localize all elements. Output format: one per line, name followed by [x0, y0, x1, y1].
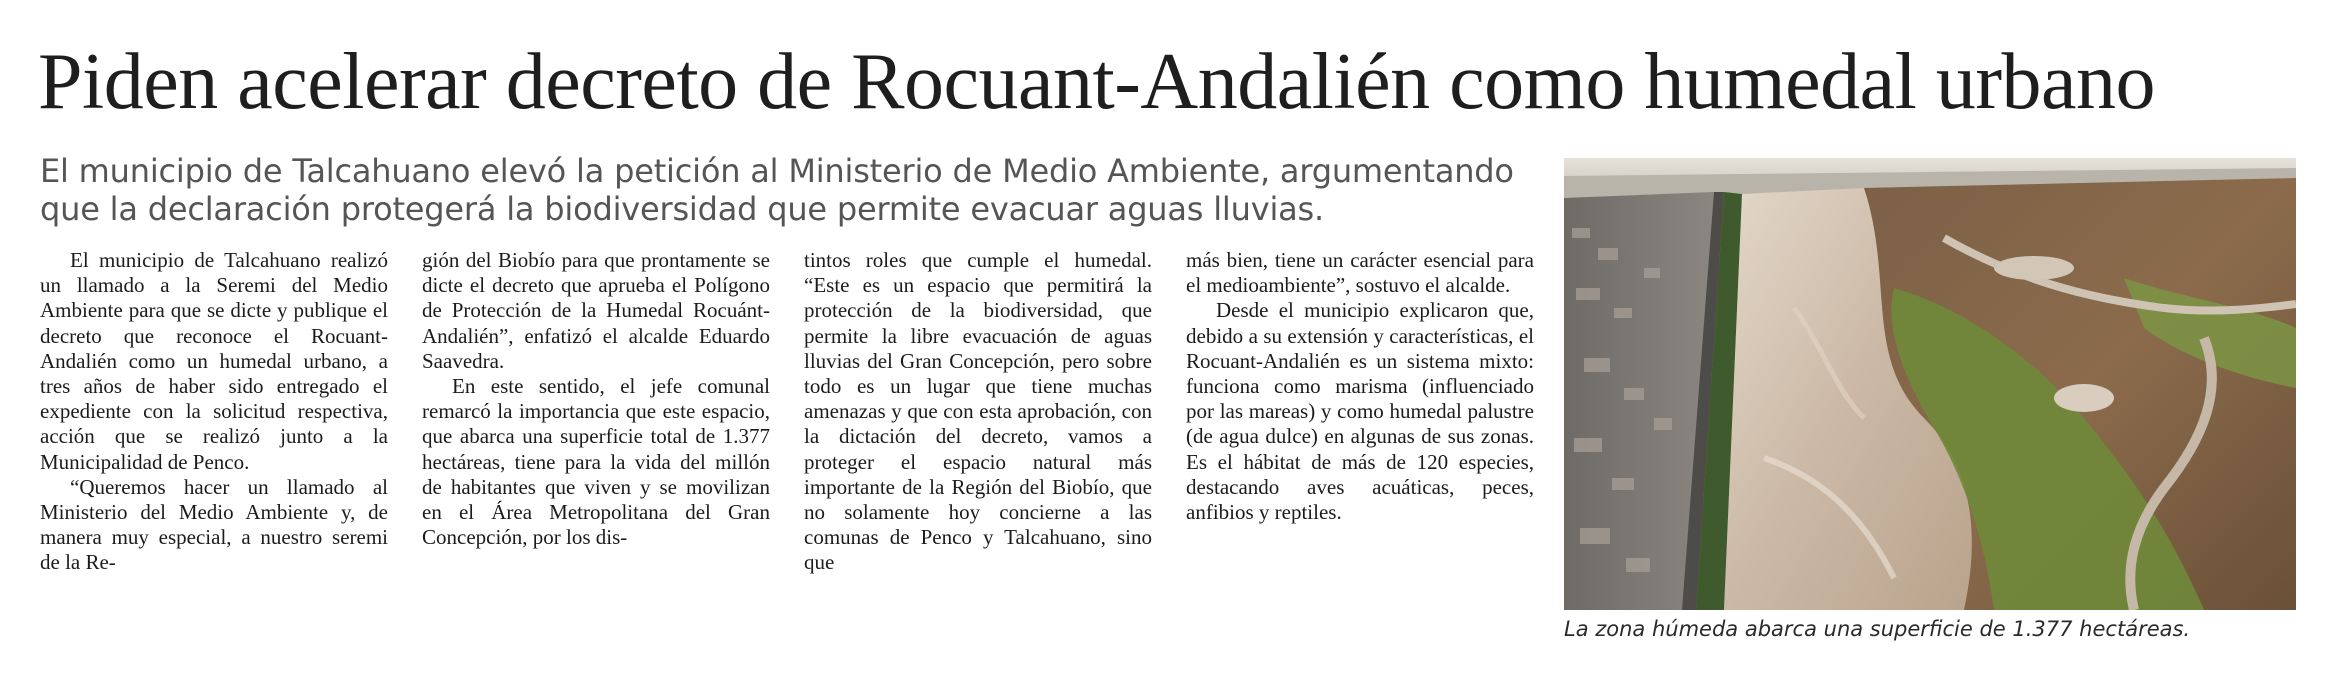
body-column-3	[804, 248, 1152, 576]
photo-caption: La zona húmeda abarca una superficie de 1.377 hectáreas.	[1564, 617, 2191, 641]
paragraph: En este sentido, el jefe comunal remarcó la importancia que este espacio, que abarca una superficie total de 1.377 hectáreas, tiene para la vida del millón de habitantes que viven y se movilizan en el Área Metropolitana del Gran Concepción, por los dis-	[422, 374, 770, 550]
deck-line: El municipio de Talcahuano elevó la petición al Ministerio de Medio Ambiente, argumentando	[40, 152, 1514, 190]
headline: Piden acelerar decreto de Rocuant-Andalién como humedal urbano	[38, 38, 2156, 126]
wetland-aerial-photo	[1564, 158, 2296, 610]
deck-subtitle	[40, 152, 1540, 228]
body-column-1	[40, 248, 388, 576]
paragraph: gión del Biobío para que prontamente se dicte el decreto que aprueba el Polígono de Protección de la Humedal Rocuánt-Andalién”, enfatizó el alcalde Eduardo Saavedra.	[422, 248, 770, 373]
article-body	[40, 248, 1540, 668]
paragraph: El municipio de Talcahuano realizó un llamado a la Seremi del Medio Ambiente para que se dicte y publique el decreto que reconoce el Rocuant-Andalién como un humedal urbano, a tres años de haber sido entregado el expediente con la solicitud respectiva, acción que se realizó junto a la Municipalidad de Penco.	[40, 248, 388, 474]
wetland-aerial-illustration	[1564, 158, 2296, 610]
body-column-2	[422, 248, 770, 550]
body-column-4	[1186, 248, 1534, 525]
paragraph: tintos roles que cumple el humedal. “Este es un espacio que permitirá la protección de la biodiversidad, que permite la libre evacuación de aguas lluvias del Gran Concepción, pero sobre todo es un lugar que tiene muchas amenazas y que con esta aprobación, con la dictación del decreto, vamos a proteger el espacio natural más importante de la Región del Biobío, que no solamente hoy concierne a las comunas de Penco y Talcahuano, sino que	[804, 248, 1152, 575]
deck-line: que la declaración protegerá la biodiversidad que permite evacuar aguas lluvias.	[40, 190, 1324, 228]
paragraph: más bien, tiene un carácter esencial para el medioambiente”, sostuvo el alcalde.	[1186, 248, 1534, 298]
paragraph: Desde el municipio explicaron que, debido a su extensión y características, el Rocuant-Andalién es un sistema mixto: funciona como marisma (influenciado por las mareas) y como humedal palustre (de agua dulce) en algunas de sus zonas. Es el hábitat de más de 120 especies, destacando aves acuáticas, peces, anfibios y reptiles.	[1186, 298, 1534, 525]
paragraph: “Queremos hacer un llamado al Ministerio del Medio Ambiente y, de manera muy especial, a nuestro seremi de la Re-	[40, 474, 388, 575]
